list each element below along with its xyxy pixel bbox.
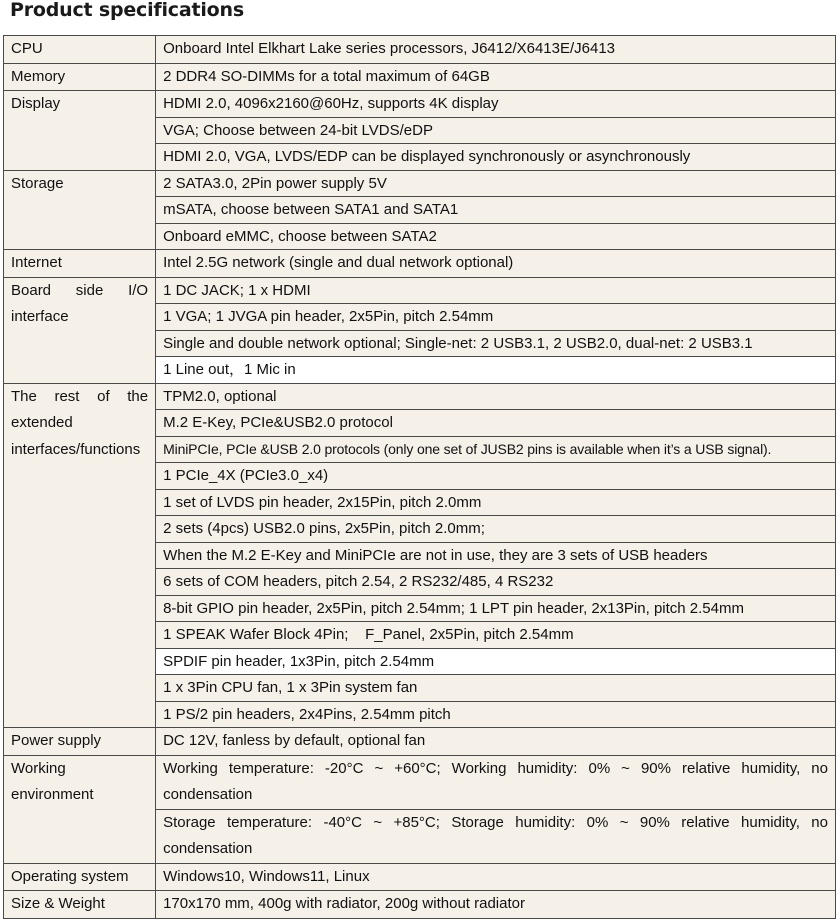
spec-value: When the M.2 E-Key and MiniPCIe are not in use, they are 3 sets of USB headers <box>156 542 836 569</box>
spec-value: 2 sets (4pcs) USB2.0 pins, 2x5Pin, pitch 2.0mm; <box>156 516 836 543</box>
table-row <box>4 728 836 756</box>
spec-table <box>3 35 836 919</box>
table-row <box>4 91 836 118</box>
spec-value: 1 SPEAK Wafer Block 4Pin; F_Panel, 2x5Pin, pitch 2.54mm <box>156 622 836 649</box>
spec-value: Single and double network optional; Single-net: 2 USB3.1, 2 USB2.0, dual-net: 2 USB3.1 <box>156 330 836 357</box>
spec-value: 2 DDR4 SO-DIMMs for a total maximum of 64GB <box>156 63 836 91</box>
spec-value: Windows10, Windows11, Linux <box>156 863 836 891</box>
spec-value: Intel 2.5G network (single and dual network optional) <box>156 250 836 278</box>
spec-value: VGA; Choose between 24-bit LVDS/eDP <box>156 117 836 144</box>
table-row <box>4 383 836 410</box>
spec-value: mSATA, choose between SATA1 and SATA1 <box>156 197 836 224</box>
spec-label-size-weight: Size & Weight <box>4 891 156 919</box>
spec-value: 1 PS/2 pin headers, 2x4Pins, 2.54mm pitch <box>156 701 836 728</box>
spec-label-cpu: CPU <box>4 36 156 64</box>
spec-value: M.2 E-Key, PCIe&USB2.0 protocol <box>156 410 836 437</box>
spec-value: DC 12V, fanless by default, optional fan <box>156 728 836 756</box>
table-row <box>4 863 836 891</box>
spec-value: 2 SATA3.0, 2Pin power supply 5V <box>156 170 836 197</box>
spec-value: SPDIF pin header, 1x3Pin, pitch 2.54mm <box>156 648 836 675</box>
spec-value: Storage temperature: -40°C ~ +85°C; Storage humidity: 0% ~ 90% relative humidity, no condensation <box>156 809 836 863</box>
spec-value: 6 sets of COM headers, pitch 2.54, 2 RS232/485, 4 RS232 <box>156 569 836 596</box>
spec-label-internet: Internet <box>4 250 156 278</box>
spec-value: Working temperature: -20°C ~ +60°C; Working humidity: 0% ~ 90% relative humidity, no condensation <box>156 755 836 809</box>
spec-value: 1 VGA; 1 JVGA pin header, 2x5Pin, pitch 2.54mm <box>156 304 836 331</box>
spec-value: Onboard eMMC, choose between SATA2 <box>156 223 836 250</box>
table-row <box>4 63 836 91</box>
spec-value: Onboard Intel Elkhart Lake series processors, J6412/X6413E/J6413 <box>156 36 836 64</box>
spec-value: HDMI 2.0, VGA, LVDS/EDP can be displayed synchronously or asynchronously <box>156 144 836 171</box>
table-row <box>4 170 836 197</box>
spec-value: 8-bit GPIO pin header, 2x5Pin, pitch 2.54mm; 1 LPT pin header, 2x13Pin, pitch 2.54mm <box>156 595 836 622</box>
spec-value: 1 PCIe_4X (PCIe3.0_x4) <box>156 463 836 490</box>
spec-label-storage: Storage <box>4 170 156 250</box>
spec-value: MiniPCIe, PCIe &USB 2.0 protocols (only one set of JUSB2 pins is available when it’s a USB signal). <box>156 436 836 463</box>
spec-label-board-io: Board side I/O interface <box>4 277 156 383</box>
spec-value: 170x170 mm, 400g with radiator, 200g without radiator <box>156 891 836 919</box>
spec-value: 1 x 3Pin CPU fan, 1 x 3Pin system fan <box>156 675 836 702</box>
spec-label-working-environment: Working environment <box>4 755 156 863</box>
spec-label-display: Display <box>4 91 156 171</box>
table-row <box>4 891 836 919</box>
spec-label-operating-system: Operating system <box>4 863 156 891</box>
table-row <box>4 755 836 809</box>
spec-label-memory: Memory <box>4 63 156 91</box>
spec-value: 1 set of LVDS pin header, 2x15Pin, pitch 2.0mm <box>156 489 836 516</box>
table-row <box>4 250 836 278</box>
spec-value: 1 Line out，1 Mic in <box>156 357 836 384</box>
spec-label-extended-interfaces: The rest of the extended interfaces/functions <box>4 383 156 728</box>
spec-label-power-supply: Power supply <box>4 728 156 756</box>
spec-value: HDMI 2.0, 4096x2160@60Hz, supports 4K display <box>156 91 836 118</box>
spec-value: TPM2.0, optional <box>156 383 836 410</box>
spec-value: 1 DC JACK; 1 x HDMI <box>156 277 836 304</box>
table-row <box>4 36 836 64</box>
page-title: Product specifications <box>10 0 244 21</box>
table-row <box>4 277 836 304</box>
